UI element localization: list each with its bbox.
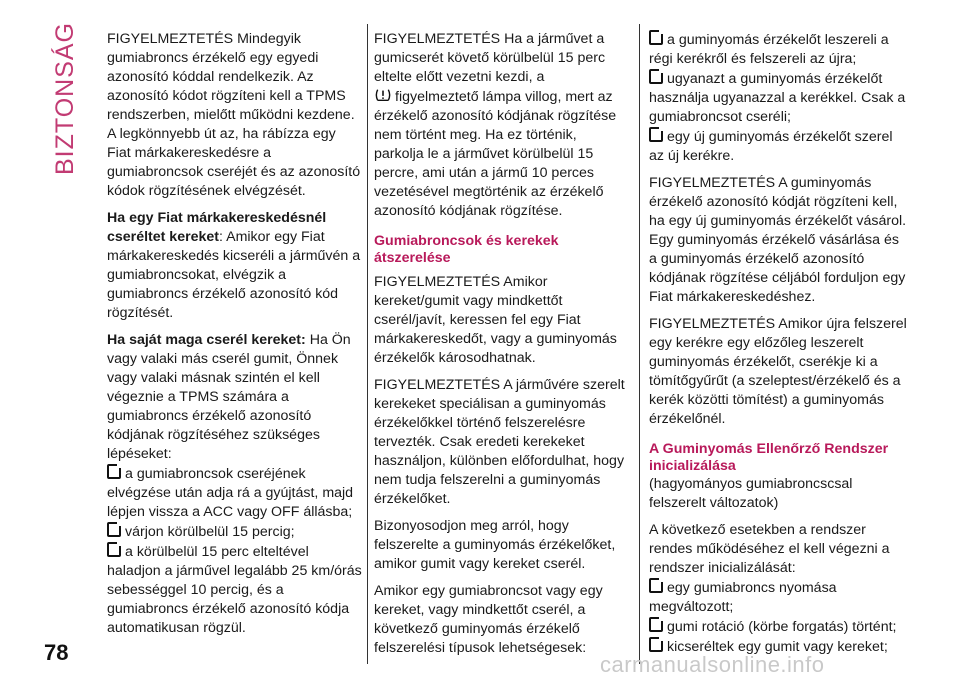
- list-item: [649, 127, 909, 166]
- bullet-icon: [649, 30, 663, 45]
- section-heading: A Guminyomás Ellenőrző Rendszer inicializálása: [649, 441, 889, 474]
- list-item-text: egy új guminyomás érzékelőt szerel az új kerékre.: [649, 129, 893, 164]
- watermark: carmanualsonline.info: [600, 652, 825, 677]
- column-1: [107, 30, 362, 638]
- list-item: [649, 617, 909, 637]
- section-heading: Gumiabroncsok és kerekek átszerelése: [374, 233, 559, 266]
- bullet-icon: [107, 542, 121, 557]
- bold-lead: Ha saját maga cserél kereket:: [107, 332, 306, 348]
- bullet-icon: [107, 522, 121, 537]
- column-divider: [367, 24, 368, 664]
- bold-lead: Ha egy Fiat márkakereskedésnél cseréltet kereket: [107, 210, 327, 245]
- paragraph: FIGYELMEZTETÉS Amikor kereket/gumit vagy mindkettőt cserél/javít, keressen fel egy Fiat márkakereskedőt, vagy a guminyomás érzékelők károsodhatnak.: [374, 274, 617, 366]
- paragraph: Bizonyosodjon meg arról, hogy felszerelte a guminyomás érzékelőket, amikor gumit vagy kereket cserél.: [374, 518, 616, 572]
- paragraph: A következő esetekben a rendszer rendes működéséhez el kell végezni a rendszer inicializálását:: [649, 522, 890, 576]
- bullet-icon: [649, 127, 663, 142]
- page-number: 78: [44, 640, 69, 665]
- paragraph-text: figyelmeztető lámpa villog, mert az érzékelő azonosító kódjának rögzítése nem történt meg. Ha ez történik, parkolja le a járművet körülbelül 15 percre, ami után a jármű 10 perces vezetésével megtörténik az érzékelő azonosító kódjának rögzítése.: [374, 89, 617, 219]
- column-3: [649, 30, 909, 657]
- list-item: [649, 30, 909, 69]
- list-item: [107, 464, 362, 522]
- paragraph: (hagyományos gumiabroncscsal felszerelt változatok): [649, 476, 853, 511]
- list-item: [107, 522, 362, 542]
- paragraph-text: : Amikor egy Fiat márkakereskedés kicseréli a járművén a gumiabroncsokat, elvégzik a gumiabroncs érzékelő azonosító kód rögzítését.: [107, 229, 361, 321]
- paragraph: [374, 30, 629, 221]
- paragraph: FIGYELMEZTETÉS A guminyomás érzékelő azonosító kódját rögzíteni kell, ha egy új guminyomás érzékelőt vásárol. Egy guminyomás érzékelő vásárlása és a guminyomás érzékelő azonosító kódjának rögzítése céljából forduljon egy Fiat márkakereskedéshez.: [649, 175, 907, 305]
- list-item-text: ugyanazt a guminyomás érzékelőt használja ugyanazzal a kerékkel. Csak a gumiabroncsot cseréli;: [649, 71, 906, 125]
- paragraph: FIGYELMEZTETÉS Mindegyik gumiabroncs érzékelő egy egyedi azonosító kóddal rendelkezik. Az azonosító kódot rögzíteni kell a TPMS rendszerben, mielőtt működni kezdene. A legkönnyebb út az, ha rábízza egy Fiat márkakereskedésre a gumiabroncsok cseréjét és az azonosító kódok rögzítésének elvégzését.: [107, 31, 361, 199]
- list-item-text: várjon körülbelül 15 percig;: [125, 524, 295, 540]
- paragraph: [107, 209, 362, 323]
- column-2: [374, 30, 629, 666]
- paragraph: FIGYELMEZTETÉS A járművére szerelt kerekeket speciálisan a guminyomás érzékelőkkel történő felszerelésre tervezték. Csak eredeti kerekeket használjon, különben előfordulhat, hogy nem tudja felszerelni a guminyomás érzékelőket.: [374, 377, 625, 507]
- bullet-icon: [107, 464, 121, 479]
- bullet-icon: [649, 69, 663, 84]
- paragraph: [107, 331, 362, 464]
- list-item-text: a gumiabroncsok cseréjének elvégzése után adja rá a gyújtást, majd lépjen vissza a ACC vagy OFF állásba;: [107, 466, 354, 520]
- bullet-icon: [649, 637, 663, 652]
- list-item-text: egy gumiabroncs nyomása megváltozott;: [649, 580, 837, 615]
- section-side-title: [48, 21, 79, 175]
- list-item: [107, 542, 362, 638]
- paragraph: FIGYELMEZTETÉS Amikor újra felszerel egy kerékre egy előzőleg leszerelt guminyomás érzékelőt, cserékje ki a tömítőgyűrűt (a szeleptest/érzékelő és a kerék közötti tömítést) a guminyomás érzékelőnél.: [649, 316, 907, 427]
- paragraph-text: FIGYELMEZTETÉS Ha a járművet a gumicserét követő körülbelül 15 perc eltelte előtt vezetni kezdi, a: [374, 31, 606, 85]
- list-item-text: a guminyomás érzékelőt leszereli a régi kerékről és felszereli az újra;: [649, 32, 889, 67]
- list-item-text: kicseréltek egy gumit vagy kereket;: [667, 639, 888, 655]
- list-item-text: gumi rotáció (körbe forgatás) történt;: [667, 619, 897, 635]
- list-item: [649, 578, 909, 617]
- bullet-icon: [649, 578, 663, 593]
- list-item: [649, 69, 909, 127]
- list-item-text: a körülbelül 15 perc elteltével haladjon a járművel legalább 25 km/órás sebességgel 10 percig, és a gumiabroncs érzékelő azonosító kódja automatikusan rögzül.: [107, 544, 362, 636]
- paragraph: Amikor egy gumiabroncsot vagy egy kereket, vagy mindkettőt cserél, a következő guminyomás érzékelő felszerelési típusok lehetségesek:: [374, 583, 603, 656]
- column-divider: [639, 24, 640, 664]
- section-title-text: BIZTONSÁG: [51, 21, 79, 175]
- bullet-icon: [649, 617, 663, 632]
- tire-pressure-warning-icon: [374, 87, 392, 103]
- paragraph-text: Ha Ön vagy valaki más cserél gumit, Önnek vagy valaki másnak szintén el kell végeznie a TPMS számára a gumiabroncs érzékelő azonosító kódjának rögzítéséhez szükséges lépéseket:: [107, 332, 351, 462]
